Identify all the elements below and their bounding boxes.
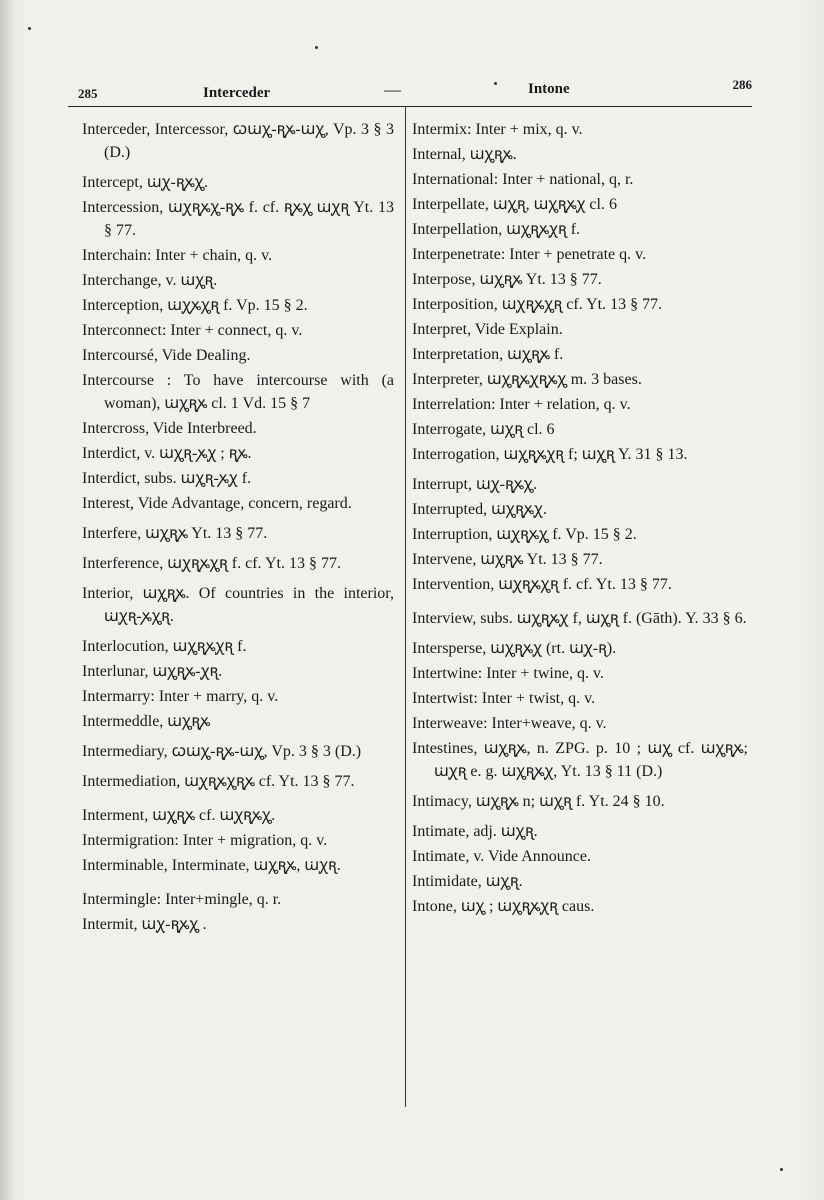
entry: Interpose, ꭐꭔꭆꭘ Yt. 13 § 77.: [412, 271, 602, 288]
entry: Intervene, ꭐꭔꭆꭘ Yt. 13 § 77.: [412, 551, 603, 568]
entry: Intercept, ꭐꭕ-ꭆꭘꭔ.: [82, 174, 208, 191]
right-column: [412, 118, 748, 920]
entry: Interpellation, ꭐꭔꭆꭘꭕꭆ f.: [412, 221, 581, 238]
entry: Intermediary, ꞷꭐꭔ-ꭆꭘ-ꭐꭔ, Vp. 3 § 3 (D.): [82, 743, 362, 760]
entry: Intervention, ꭐꭕꭆꭘꭔꭆ f. cf. Yt. 13 § 77.: [412, 576, 672, 593]
entry: Interrogate, ꭐꭔꭆ cl. 6: [412, 421, 555, 438]
entry: Intone, ꭐꭔ ; ꭐꭔꭆꭘꭕꭆ caus.: [412, 898, 595, 915]
entry: Interlocution, ꭐꭔꭆꭘꭕꭆ f.: [82, 638, 247, 655]
entry: Interrupted, ꭐꭔꭆꭘꭕ.: [412, 501, 547, 518]
entry: Interlunar, ꭐꭔꭆꭘ-ꭕꭆ.: [82, 663, 223, 680]
entry: Intermigration: Inter + migration, q. v.: [82, 832, 328, 849]
left-page-number: 285: [78, 86, 98, 101]
entry: Intercross, Vide Interbreed.: [82, 420, 257, 437]
entry: Interview, subs. ꭐꭔꭆꭘꭕ f, ꭐꭔꭆ f. (Gāth). Y. 33 § 6.: [412, 610, 747, 627]
entry: Intestines, ꭐꭔꭆꭘ, n. ZPG. p. 10 ; ꭐꭔ cf. ꭐꭔꭆꭘ; ꭐꭕꭆ e. g. ꭐꭔꭆꭘꭕ, Yt. 13 § 11 (D.): [412, 740, 748, 780]
entry: Interdict, v. ꭐꭔꭆ-ꭘꭕ ; ꭆꭘ.: [82, 445, 252, 462]
entry: Interceder, Intercessor, ꞷꭐꭔ-ꭆꭘ-ꭐꭔ, Vp. 3 § 3 (D.): [82, 121, 394, 161]
entry: Intermediation, ꭐꭕꭆꭘꭔꭆꭘ cf. Yt. 13 § 77.: [82, 773, 355, 790]
entry: Interpenetrate: Inter + penetrate q. v.: [412, 246, 647, 263]
entry: Interweave: Inter+weave, q. v.: [412, 715, 607, 732]
entry: Interchange, v. ꭐꭔꭆ.: [82, 272, 218, 289]
entry: Intimidate, ꭐꭔꭆ.: [412, 873, 523, 890]
entry: Interpreter, ꭐꭔꭆꭘꭕꭆꭘꭔ m. 3 bases.: [412, 371, 642, 388]
page-edge-shadow: [0, 0, 14, 1200]
right-page-number: 286: [732, 77, 752, 92]
entry: Intercession, ꭐꭕꭆꭘꭔ-ꭆꭘ f. cf. ꭆꭘꭔ ꭐꭕꭆ Yt. 13 § 77.: [82, 199, 394, 239]
speck-mark: [494, 82, 497, 85]
entry: Intimacy, ꭐꭔꭆꭘ n; ꭐꭔꭆ f. Yt. 24 § 10.: [412, 793, 665, 810]
entry: Interference, ꭐꭕꭆꭘꭔꭆ f. cf. Yt. 13 § 77.: [82, 555, 341, 572]
column-divider: [405, 107, 406, 1107]
entry: Interrelation: Inter + relation, q. v.: [412, 396, 631, 413]
header-rule: [68, 106, 752, 107]
entry: Internal, ꭐꭔꭆꭘ.: [412, 146, 517, 163]
entry: Intertwist: Inter + twist, q. v.: [412, 690, 596, 707]
speck-mark: [780, 1168, 783, 1171]
left-column: [82, 118, 394, 938]
entry: Intersperse, ꭐꭔꭆꭘꭕ (rt. ꭐꭕ-ꭆ).: [412, 640, 617, 657]
entry: Interdict, subs. ꭐꭔꭆ-ꭘꭕ f.: [82, 470, 252, 487]
entry: Interior, ꭐꭔꭆꭘ. Of countries in the interior, ꭐꭕꭆ-ꭘꭔꭆ.: [82, 585, 394, 625]
entry: Interchain: Inter + chain, q. v.: [82, 247, 273, 264]
entry: Interconnect: Inter + connect, q. v.: [82, 322, 303, 339]
entry: Interment, ꭐꭔꭆꭘ cf. ꭐꭕꭆꭘꭔ.: [82, 807, 276, 824]
entry: International: Inter + national, q, r.: [412, 171, 634, 188]
entry: Intercourse : To have intercourse with (a woman), ꭐꭔꭆꭘ cl. 1 Vd. 15 § 7: [82, 372, 394, 412]
left-guide-word: Interceder: [203, 85, 271, 101]
entry: Interposition, ꭐꭕꭆꭘꭔꭆ cf. Yt. 13 § 77.: [412, 296, 663, 313]
entry: Intimate, adj. ꭐꭔꭆ.: [412, 823, 538, 840]
entry: Interception, ꭐꭕꭘꭔꭆ f. Vp. 15 § 2.: [82, 297, 308, 314]
entry: Intermix: Inter + mix, q. v.: [412, 121, 583, 138]
entry: Interpellate, ꭐꭔꭆ, ꭐꭔꭆꭘꭕ cl. 6: [412, 196, 617, 213]
speck-mark: [28, 27, 31, 30]
entry: Intimate, v. Vide Announce.: [412, 848, 591, 865]
right-guide-word: Intone: [528, 81, 570, 97]
entry: Interfere, ꭐꭔꭆꭘ Yt. 13 § 77.: [82, 525, 268, 542]
speck-mark: [315, 46, 318, 49]
entry: Interpretation, ꭐꭔꭆꭘ f.: [412, 346, 564, 363]
entry: Intermingle: Inter+mingle, q. r.: [82, 891, 282, 908]
entry: Interpret, Vide Explain.: [412, 321, 563, 338]
entry: Intermeddle, ꭐꭔꭆꭘ: [82, 713, 211, 730]
entry: Interruption, ꭐꭕꭆꭘꭔ f. Vp. 15 § 2.: [412, 526, 637, 543]
entry: Intertwine: Inter + twine, q. v.: [412, 665, 604, 682]
entry: Interest, Vide Advantage, concern, regard.: [82, 495, 352, 512]
entry: Intercoursé, Vide Dealing.: [82, 347, 251, 364]
entry: Intermarry: Inter + marry, q. v.: [82, 688, 279, 705]
header-dash: —: [384, 80, 401, 99]
entry: Interrogation, ꭐꭔꭆꭘꭕꭆ f; ꭐꭔꭆ Y. 31 § 13.: [412, 446, 688, 463]
entry: Interminable, Interminate, ꭐꭔꭆꭘ, ꭐꭕꭆ.: [82, 857, 341, 874]
entry: Intermit, ꭐꭕ-ꭆꭘꭔ .: [82, 916, 207, 933]
entry: Interrupt, ꭐꭕ-ꭆꭘꭔ.: [412, 476, 538, 493]
page-header: [68, 72, 752, 106]
